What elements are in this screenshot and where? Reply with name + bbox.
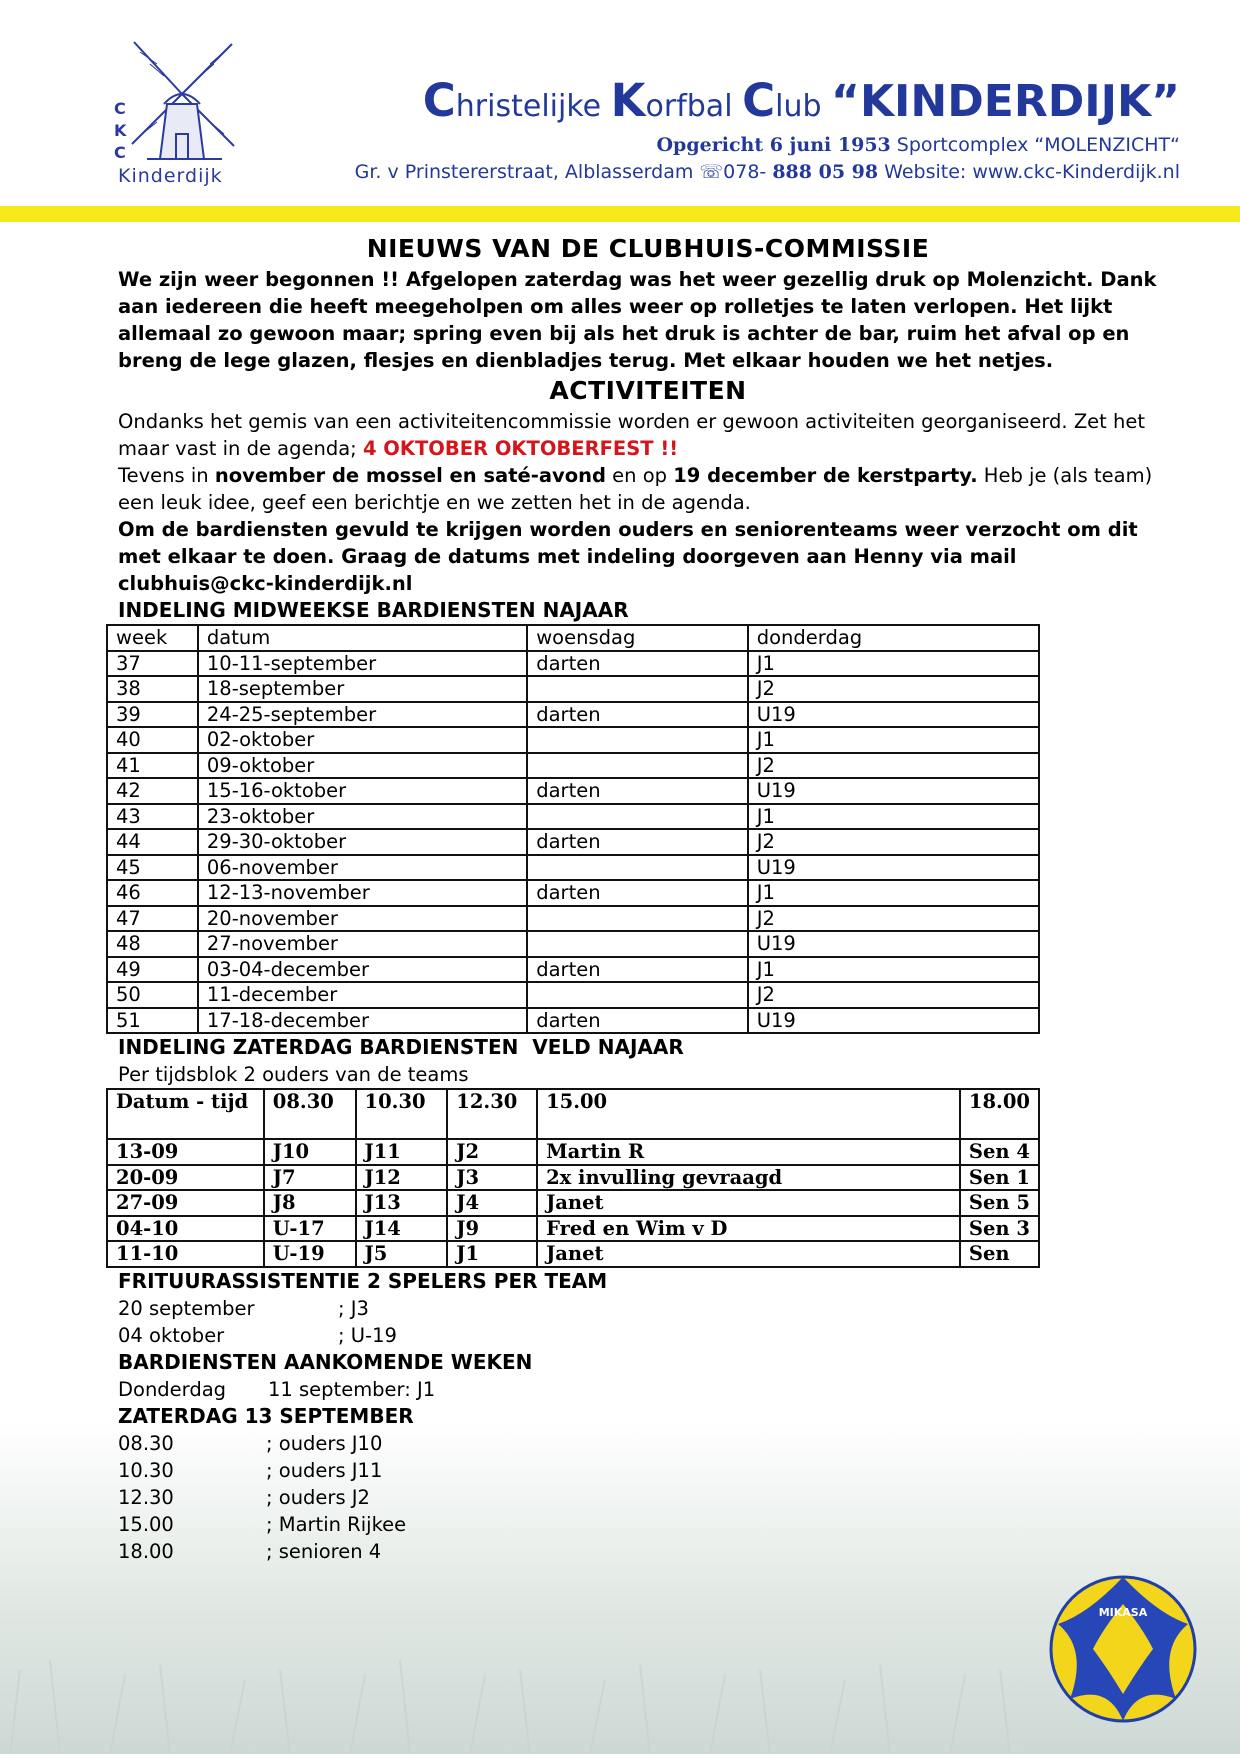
table-cell: J2 (748, 753, 1039, 779)
table-cell (527, 931, 748, 957)
table-cell: 03-04-december (198, 957, 527, 983)
table-cell: 11-10 (107, 1241, 264, 1267)
table-cell: 45 (107, 855, 198, 881)
assignee: ; senioren 4 (266, 1539, 382, 1563)
header-1230: 12.30 (447, 1089, 537, 1139)
table-cell: U19 (748, 778, 1039, 804)
table-header-row (107, 625, 1039, 651)
table-cell: J1 (748, 804, 1039, 830)
table-cell: J2 (748, 676, 1039, 702)
table-cell: 20-november (198, 906, 527, 932)
activities-paragraph-3: Om de bardiensten gevuld te krijgen worden ouders en seniorenteams weer verzocht om dit met elkaar te doen. Graag de datums met indeling doorgeven aan Henny via mail clubhuis@ckc-kinderdijk.nl (118, 518, 1138, 595)
title-part-k: K (610, 74, 646, 127)
founded-line (657, 134, 1181, 156)
header-1030: 10.30 (356, 1089, 448, 1139)
ball-brand: MIKASA (1098, 1606, 1148, 1619)
title-part-c2: C (742, 74, 776, 127)
time-slot: 10.30 (118, 1458, 174, 1482)
table-cell: 13-09 (107, 1139, 264, 1165)
table-row (107, 880, 1039, 906)
table-cell: 49 (107, 957, 198, 983)
table-cell: Janet (537, 1190, 960, 1216)
p2-a: Tevens in (118, 464, 215, 487)
table-cell: J2 (447, 1139, 537, 1165)
frituur-date: 20 september (118, 1296, 255, 1320)
table-cell: U19 (748, 702, 1039, 728)
table-cell (527, 906, 748, 932)
header-1800: 18.00 (960, 1089, 1039, 1139)
table-cell: 11-december (198, 982, 527, 1008)
table-cell: 44 (107, 829, 198, 855)
table-cell: J1 (748, 651, 1039, 677)
table-cell (527, 753, 748, 779)
table-cell: 20-09 (107, 1165, 264, 1191)
table-cell: J4 (447, 1190, 537, 1216)
upcoming-day: Donderdag (118, 1377, 227, 1401)
time-slot: 12.30 (118, 1485, 174, 1509)
korfball-icon (1048, 1574, 1198, 1724)
table-cell (527, 727, 748, 753)
table-cell: 27-09 (107, 1190, 264, 1216)
table-cell: J1 (748, 727, 1039, 753)
table-cell: J2 (748, 906, 1039, 932)
table-row (107, 982, 1039, 1008)
table-cell (527, 855, 748, 881)
table-cell: darten (527, 880, 748, 906)
founded-date: Opgericht 6 juni 1953 (656, 134, 891, 156)
table-row (107, 1165, 1039, 1191)
table-cell: 39 (107, 702, 198, 728)
table-cell: 24-25-september (198, 702, 527, 728)
table-cell (527, 982, 748, 1008)
list-item (118, 1484, 1178, 1511)
time-slot: 18.00 (118, 1539, 174, 1563)
oktoberfest-highlight: 4 OKTOBER OKTOBERFEST !! (362, 437, 679, 460)
table-cell: 48 (107, 931, 198, 957)
table-cell (527, 804, 748, 830)
activities-paragraph-1 (118, 408, 1178, 462)
list-item (118, 1376, 1178, 1403)
table-row (107, 957, 1039, 983)
table-cell: J2 (748, 982, 1039, 1008)
table-cell: J13 (356, 1190, 448, 1216)
frituur-date: 04 oktober (118, 1323, 225, 1347)
table-row (107, 1139, 1039, 1165)
address: Gr. v Prinstererstraat, Alblasserdam ☏078- (354, 161, 773, 183)
saturday-subtitle: Per tijdsblok 2 ouders van de teams (118, 1063, 469, 1086)
activities-title: ACTIVITEITEN (549, 376, 747, 405)
title-part-korfbal: orfbal (645, 89, 743, 124)
table-cell: U-19 (264, 1241, 356, 1267)
logo-caption: Kinderdijk (118, 165, 223, 187)
table-cell: 04-10 (107, 1216, 264, 1242)
table-cell: U-17 (264, 1216, 356, 1242)
header-donderdag: donderdag (748, 625, 1039, 651)
table-cell: J1 (748, 957, 1039, 983)
header-week: week (107, 625, 198, 651)
header-1500: 15.00 (537, 1089, 960, 1139)
club-title (423, 74, 1180, 127)
activities-paragraph-2 (118, 462, 1178, 516)
table-cell: Sen 3 (960, 1216, 1039, 1242)
table-cell: Sen 1 (960, 1165, 1039, 1191)
frituur-team: ; U-19 (338, 1323, 397, 1347)
header-divider-bar (0, 206, 1240, 222)
table-row (107, 702, 1039, 728)
table-cell: 40 (107, 727, 198, 753)
midweek-table (106, 624, 1040, 1034)
title-part-c1: C (422, 74, 456, 127)
header-datum: datum (198, 625, 527, 651)
upcoming-date: 11 september: (268, 1377, 411, 1401)
sportcomplex: Sportcomplex “MOLENZICHT“ (890, 134, 1180, 156)
assignee: ; ouders J10 (266, 1431, 383, 1455)
p2-b: november de mossel en saté-avond (214, 464, 606, 487)
list-item (118, 1295, 1178, 1322)
table-cell: J11 (356, 1139, 448, 1165)
table-cell: U19 (748, 855, 1039, 881)
list-item (118, 1538, 1178, 1565)
table-row (107, 931, 1039, 957)
table-row (107, 829, 1039, 855)
list-item (118, 1322, 1178, 1349)
logo-letter-1: C (114, 99, 126, 118)
table-cell: J14 (356, 1216, 448, 1242)
table-cell: 02-oktober (198, 727, 527, 753)
table-row (107, 753, 1039, 779)
table-row (107, 676, 1039, 702)
table-cell: J8 (264, 1190, 356, 1216)
upcoming-team: J1 (417, 1377, 436, 1401)
table-cell: J10 (264, 1139, 356, 1165)
frituur-team: ; J3 (338, 1296, 369, 1320)
main-content (118, 232, 1178, 1565)
news-title: NIEUWS VAN DE CLUBHUIS-COMMISSIE (366, 234, 930, 263)
title-part-kinderdijk: “KINDERDIJK” (831, 76, 1180, 127)
website: Website: www.ckc-Kinderdijk.nl (878, 161, 1180, 183)
table-cell: darten (527, 829, 748, 855)
table-cell: 09-oktober (198, 753, 527, 779)
table-cell: J1 (748, 880, 1039, 906)
p2-c: en op (605, 464, 674, 487)
table-cell: 23-oktober (198, 804, 527, 830)
table-row (107, 1216, 1039, 1242)
list-item (118, 1430, 1178, 1457)
table-cell: Sen (960, 1241, 1039, 1267)
contact-line (355, 161, 1180, 183)
midweek-title: INDELING MIDWEEKSE BARDIENSTEN NAJAAR (118, 598, 629, 622)
table-cell: J9 (447, 1216, 537, 1242)
table-cell: J2 (748, 829, 1039, 855)
table-cell: Fred en Wim v D (537, 1216, 960, 1242)
news-body: We zijn weer begonnen !! Afgelopen zaterdag was het weer gezellig druk op Molenzicht. Dank aan iedereen die heeft meegeholpen om alles weer op rolletjes te laten verlopen. Het lijkt allemaal zo gewoon maar; spring even bij als het druk is achter de bar, ruim het afval op en breng de lege glazen, flesjes en dienbladjes terug. Met elkaar houden we het netjes. (118, 268, 1157, 372)
upcoming-title: BARDIENSTEN AANKOMENDE WEKEN (118, 1349, 533, 1374)
saturday13-title: ZATERDAG 13 SEPTEMBER (118, 1403, 414, 1428)
table-cell: 10-11-september (198, 651, 527, 677)
table-row (107, 1241, 1039, 1267)
table-cell: J12 (356, 1165, 448, 1191)
logo-letter-3: C (114, 143, 126, 162)
table-cell: darten (527, 778, 748, 804)
assignee: ; ouders J2 (266, 1485, 370, 1509)
table-cell: 27-november (198, 931, 527, 957)
frituur-title: FRITUURASSISTENTIE 2 SPELERS PER TEAM (118, 1268, 608, 1293)
table-cell: 42 (107, 778, 198, 804)
table-cell: 18-september (198, 676, 527, 702)
table-cell: Martin R (537, 1139, 960, 1165)
saturday-table (106, 1088, 1040, 1268)
table-cell: J3 (447, 1165, 537, 1191)
table-cell: U19 (748, 931, 1039, 957)
p2-e: Heb je (als team) een leuk idee, geef een berichtje en we zetten het in de agenda. (118, 464, 1153, 514)
table-header-row (107, 1089, 1039, 1139)
table-cell: 15-16-oktober (198, 778, 527, 804)
title-part-christelijke: hristelijke (455, 89, 611, 124)
table-row (107, 804, 1039, 830)
table-cell: 17-18-december (198, 1008, 527, 1034)
table-cell: 29-30-oktober (198, 829, 527, 855)
table-row (107, 651, 1039, 677)
p2-d: 19 december de kerstparty. (673, 464, 978, 487)
saturday-title: INDELING ZATERDAG BARDIENSTEN VELD NAJAAR (118, 1035, 684, 1059)
table-cell: darten (527, 702, 748, 728)
table-cell: 38 (107, 676, 198, 702)
table-row (107, 855, 1039, 881)
table-row (107, 906, 1039, 932)
title-part-club: lub (775, 89, 832, 124)
phone-number: 888 05 98 (772, 161, 879, 183)
table-cell: Sen 4 (960, 1139, 1039, 1165)
table-cell: 06-november (198, 855, 527, 881)
header-0830: 08.30 (264, 1089, 356, 1139)
table-cell: 12-13-november (198, 880, 527, 906)
table-cell: 43 (107, 804, 198, 830)
table-cell: 47 (107, 906, 198, 932)
table-row (107, 727, 1039, 753)
frituur-list (118, 1295, 1178, 1349)
table-cell: 41 (107, 753, 198, 779)
time-slot: 15.00 (118, 1512, 174, 1536)
table-cell: J5 (356, 1241, 448, 1267)
table-cell: darten (527, 651, 748, 677)
table-row (107, 778, 1039, 804)
upcoming-list (118, 1376, 1178, 1403)
assignee: ; ouders J11 (266, 1458, 383, 1482)
table-cell: Janet (537, 1241, 960, 1267)
header-woensdag: woensdag (527, 625, 748, 651)
table-row (107, 1008, 1039, 1034)
list-item (118, 1511, 1178, 1538)
time-slot: 08.30 (118, 1431, 174, 1455)
table-cell (527, 676, 748, 702)
table-cell: 51 (107, 1008, 198, 1034)
table-cell: darten (527, 1008, 748, 1034)
logo-letter-2: K (114, 121, 127, 140)
table-cell: 37 (107, 651, 198, 677)
activities-p1-text: Ondanks het gemis van een activiteitencommissie worden er gewoon activiteiten georganiseerd. Zet het maar vast in de agenda; (118, 410, 1146, 460)
table-cell: J7 (264, 1165, 356, 1191)
table-cell: 50 (107, 982, 198, 1008)
list-item (118, 1457, 1178, 1484)
table-cell: 2x invulling gevraagd (537, 1165, 960, 1191)
table-cell: darten (527, 957, 748, 983)
header-datum-tijd: Datum - tijd (107, 1089, 264, 1139)
table-cell: Sen 5 (960, 1190, 1039, 1216)
saturday13-list (118, 1430, 1178, 1565)
table-cell: U19 (748, 1008, 1039, 1034)
table-cell: 46 (107, 880, 198, 906)
table-row (107, 1190, 1039, 1216)
table-cell: J1 (447, 1241, 537, 1267)
assignee: ; Martin Rijkee (266, 1512, 407, 1536)
